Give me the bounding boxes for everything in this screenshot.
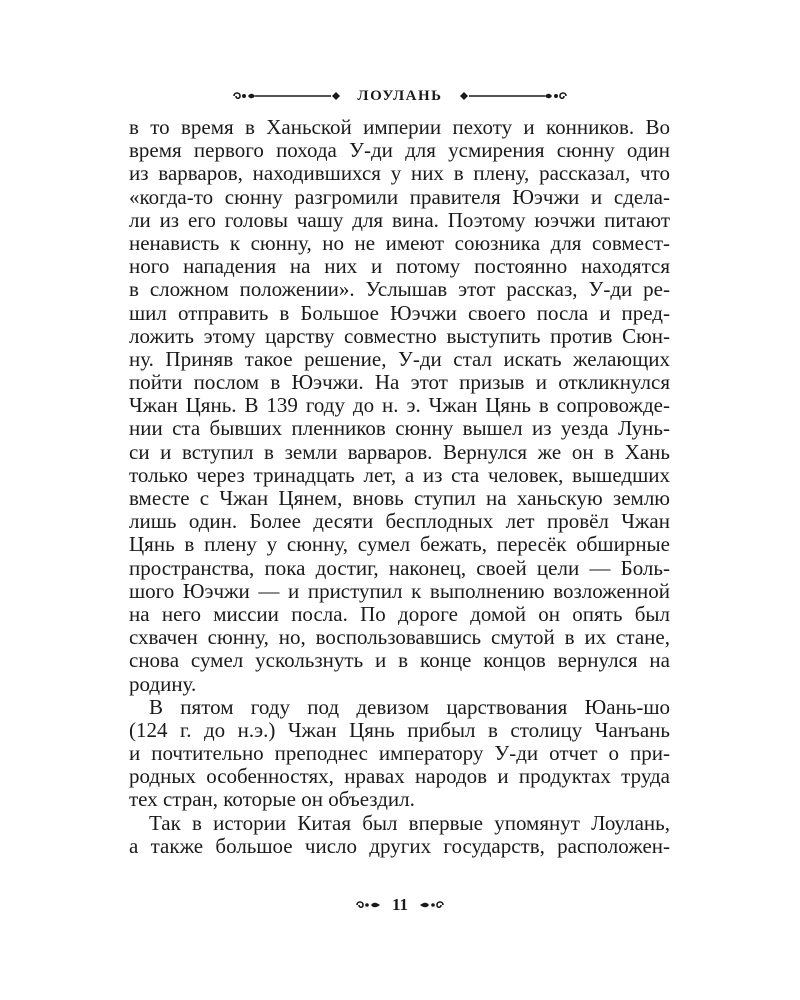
text-line: ненависть к сюнну, но не имеют союзника для совмест-	[129, 230, 670, 255]
text-line: си и вступил в земли варваров. Вернулся же он в Хань	[129, 439, 670, 464]
right-ornament-icon	[457, 89, 569, 103]
text-line: Цянь в плену у сюнну, сумел бежать, пересёк обширные	[129, 532, 670, 557]
text-line: из варваров, находившихся у них в плену, рассказал, что	[129, 161, 670, 186]
text-line: тех стран, которые он объездил.	[129, 787, 415, 812]
running-head	[0, 84, 800, 108]
text-line: пойти послом в Юэчжи. На этот призыв и откликнулся	[129, 370, 670, 395]
text-line: Так в истории Китая был впервые упомянут Лоулань,	[149, 810, 670, 835]
text-line: в то время в Ханьской империи пехоту и конников. Во	[129, 115, 670, 139]
page-footer	[0, 893, 800, 917]
text-line: ложить этому царству совместно выступить против Сюн-	[129, 323, 670, 348]
text-line: ли из его головы чашу для вина. Поэтому юэчжи питают	[129, 207, 670, 232]
text-line: шого Юэчжи — и приступил к выполнению возложенной	[129, 578, 670, 603]
text-line: родину.	[129, 671, 197, 696]
text-line: а также большое число других государств, расположен-	[129, 833, 670, 858]
text-line: нии ста бывших пленников сюнну вышел из уезда Лунь-	[129, 416, 670, 441]
text-line: «когда-то сюнну разгромили правителя Юэчжи и сдела-	[129, 184, 670, 209]
text-line: схвачен сюнну, но, воспользовавшись смутой в их стане,	[129, 625, 670, 650]
text-line: Чжан Цянь. В 139 году до н. э. Чжан Цянь в сопровожде-	[129, 393, 670, 418]
text-line: на него миссии посла. По дороге домой он опять был	[129, 601, 670, 626]
page-number: 11	[391, 895, 409, 914]
body-text	[129, 116, 670, 858]
text-line: вместе с Чжан Цянем, вновь ступил на ханьскую землю	[129, 486, 670, 510]
text-line: пространства, пока достиг, наконец, своей цели — Боль-	[129, 555, 670, 580]
text-line: только через тринадцать лет, а из ста человек, вышедших	[129, 462, 670, 487]
text-line: ного нападения на них и потому постоянно находятся	[129, 254, 670, 279]
running-head-title: ЛОУЛАНЬ	[357, 87, 443, 104]
text-line: в сложном положении». Услышав этот рассказ, У-ди ре-	[129, 277, 670, 302]
text-line: снова сумел ускользнуть и в конце концов вернулся на	[129, 648, 670, 673]
text-line: (124 г. до н.э.) Чжан Цянь прибыл в столицу Чанъань	[129, 717, 670, 742]
right-folio-ornament-icon	[416, 899, 446, 911]
left-folio-ornament-icon	[354, 899, 384, 911]
text-line: и почтительно преподнес императору У-ди отчет о при-	[129, 741, 670, 766]
text-line: В пятом году под девизом царствования Юань-шо	[149, 694, 670, 719]
text-line: родных особенностях, нравах народов и продуктах труда	[129, 764, 670, 789]
text-line: время первого похода У-ди для усмирения сюнну один	[129, 138, 670, 163]
text-line: шил отправить в Большое Юэчжи своего посла и пред-	[129, 300, 670, 325]
text-line: лишь один. Более десяти бесплодных лет провёл Чжан	[129, 509, 670, 534]
left-ornament-icon	[231, 89, 343, 103]
text-line: ну. Приняв такое решение, У-ди стал искать желающих	[129, 346, 670, 371]
